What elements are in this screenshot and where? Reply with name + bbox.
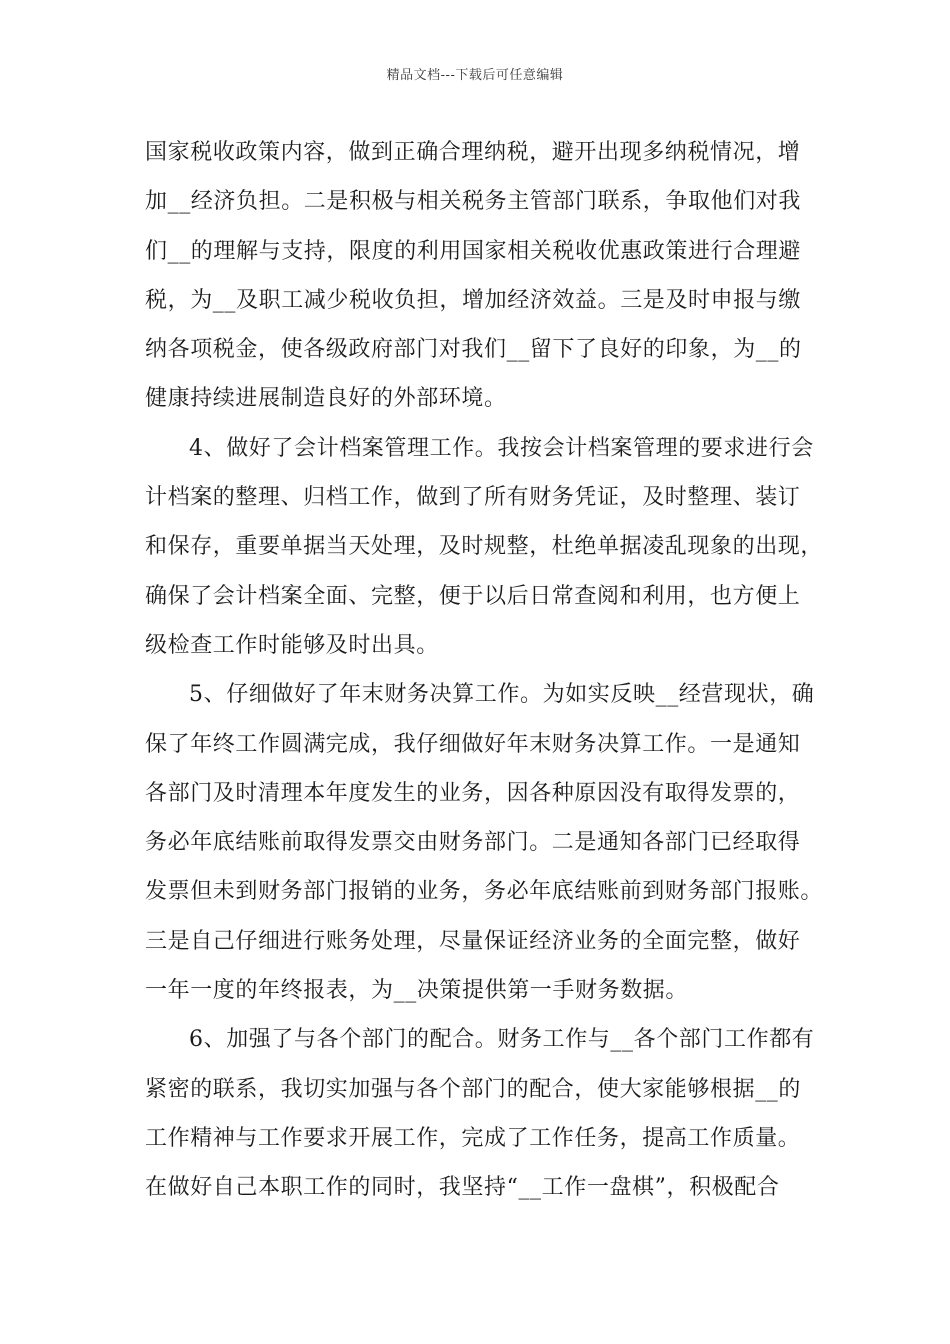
text-line: 在做好自己本职工作的同时，我坚持“__工作一盘棋”，积极配合 <box>145 1175 780 1201</box>
text-line: 和保存，重要单据当天处理，及时规整，杜绝单据凌乱现象的出现， <box>145 534 824 560</box>
text-line: 紧密的联系，我切实加强与各个部门的配合，使大家能够根据__的 <box>145 1076 802 1102</box>
text-line: 保了年终工作圆满完成，我仔细做好年末财务决算工作。一是通知 <box>145 731 801 757</box>
text-line: 工作精神与工作要求开展工作，完成了工作任务，提高工作质量。 <box>145 1125 801 1151</box>
paragraph-start-line: 5、仔细做好了年末财务决算工作。为如实反映__经营现状，确 <box>189 682 815 708</box>
text-line: 税，为__及职工减少税收负担，增加经济效益。三是及时申报与缴 <box>145 287 802 313</box>
text-line: 一年一度的年终报表，为__决策提供第一手财务数据。 <box>145 978 689 1004</box>
text-line: 三是自己仔细进行账务处理，尽量保证经济业务的全面完整，做好 <box>145 928 801 954</box>
text-line: 计档案的整理、归档工作，做到了所有财务凭证，及时整理、装订 <box>145 485 801 511</box>
text-line: 健康持续进展制造良好的外部环境。 <box>145 386 507 412</box>
text-line: 发票但未到财务部门报销的业务，务必年底结账前到财务部门报账。 <box>145 879 824 905</box>
text-line: 确保了会计档案全面、完整，便于以后日常查阅和利用，也方便上 <box>145 583 801 609</box>
text-line: 级检查工作时能够及时出具。 <box>145 632 439 658</box>
text-line: 们__的理解与支持，限度的利用国家相关税收优惠政策进行合理避 <box>145 238 802 264</box>
text-line: 纳各项税金，使各级政府部门对我们__留下了良好的印象，为__的 <box>145 337 802 363</box>
text-line: 务必年底结账前取得发票交由财务部门。二是通知各部门已经取得 <box>145 830 801 856</box>
document-body <box>145 128 824 1213</box>
text-line: 国家税收政策内容，做到正确合理纳税，避开出现多纳税情况，增 <box>145 140 801 165</box>
text-line: 各部门及时清理本年度发生的业务，因各种原因没有取得发票的， <box>145 780 801 806</box>
paragraph-start-line: 6、加强了与各个部门的配合。财务工作与__各个部门工作都有 <box>189 1027 815 1053</box>
text-line: 加__经济负担。二是积极与相关税务主管部门联系，争取他们对我 <box>145 189 802 215</box>
paragraph-start-line: 4、做好了会计档案管理工作。我按会计档案管理的要求进行会 <box>189 435 814 461</box>
page-header: 精品文档---下载后可任意编辑 <box>386 68 564 83</box>
